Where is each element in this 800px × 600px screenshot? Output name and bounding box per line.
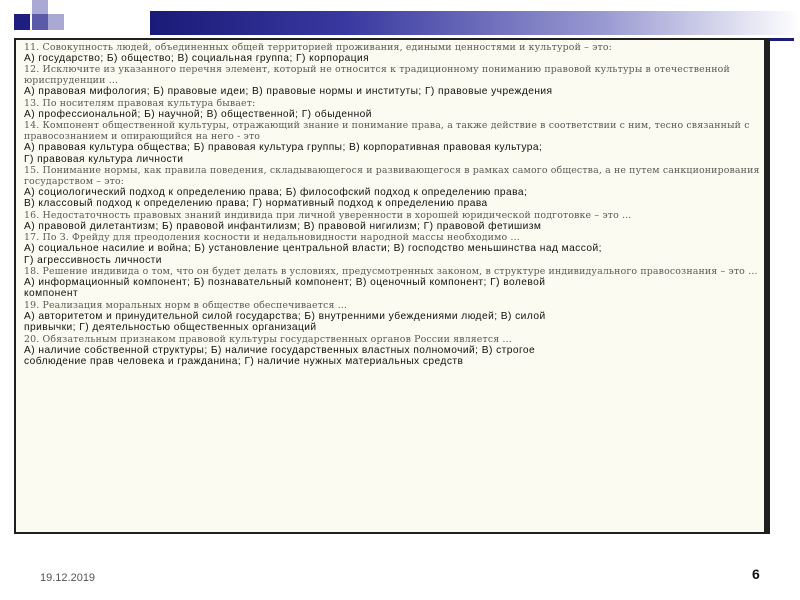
question-text: 20. Обязательным признаком правовой культуры государственных органов России является … bbox=[24, 333, 512, 345]
answer-options: А) социологический подход к определению права; Б) философский подход к определению права; bbox=[24, 187, 528, 199]
question-list bbox=[24, 42, 760, 368]
answer-options: А) профессиональной; Б) научной; В) общественной; Г) обыденной bbox=[24, 108, 372, 120]
answer-options: А) социальное насилие и война; Б) установление центральной власти; В) господство меньшинства над массой; bbox=[24, 243, 602, 255]
answer-options: компонент bbox=[24, 288, 79, 300]
question-text: 12. Исключите из указанного перечня элемент, который не относится к традиционному пониманию правовой культуры в отечественной юриспруденции … bbox=[24, 64, 730, 87]
question-block bbox=[24, 165, 760, 210]
question-block bbox=[24, 120, 760, 165]
question-block bbox=[24, 210, 760, 232]
answer-options: А) правовой дилетантизм; Б) правовой инфантилизм; В) правовой нигилизм; Г) правовой фетишизм bbox=[24, 220, 542, 232]
questions-panel bbox=[14, 38, 770, 534]
answer-options: Г) правовая культура личности bbox=[24, 153, 184, 165]
question-block bbox=[24, 64, 760, 97]
answer-options: А) информационный компонент; Б) познавательный компонент; В) оценочный компонент; Г) волевой bbox=[24, 277, 546, 289]
question-text: 13. По носителям правовая культура бывает: bbox=[24, 97, 256, 109]
question-text: 11. Совокупность людей, объединенных общей территорией проживания, едиными ценностями и культурой – это: bbox=[24, 42, 612, 53]
answer-options: В) классовый подход к определению права; Г) нормативный подход к определению права bbox=[24, 198, 488, 210]
answer-options: А) наличие собственной структуры; Б) наличие государственных властных полномочий; В) строгое bbox=[24, 344, 536, 356]
answer-options: А) государство; Б) общество; В) социальная группа; Г) корпорация bbox=[24, 53, 370, 64]
answer-options: А) авторитетом и принудительной силой государства; Б) внутренними убеждениями людей; В) силой bbox=[24, 310, 546, 322]
decor-square bbox=[14, 14, 30, 30]
question-text: 15. Понимание нормы, как правила поведения, складывающегося и развивающегося в рамках самого общества, а не путем санкционирования государством – это: bbox=[24, 165, 760, 188]
decor-square bbox=[48, 14, 64, 30]
question-block bbox=[24, 266, 760, 300]
question-block bbox=[24, 98, 760, 120]
answer-options: А) правовая мифология; Б) правовые идеи; В) правовые нормы и институты; Г) правовые учреждения bbox=[24, 86, 553, 98]
answer-options: А) правовая культура общества; Б) правовая культура группы; В) корпоративная правовая культура; bbox=[24, 142, 543, 154]
answer-options: Г) агрессивность личности bbox=[24, 254, 162, 266]
decor-square bbox=[32, 14, 48, 30]
question-block bbox=[24, 334, 760, 368]
answer-options: соблюдение прав человека и гражданина; Г) наличие нужных материальных средств bbox=[24, 356, 464, 368]
question-text: 18. Решение индивида о том, что он будет делать в условиях, предусмотренных законом, в структуре индивидуального правосознания – это … bbox=[24, 266, 758, 278]
question-text: 19. Реализация моральных норм в обществе обеспечивается … bbox=[24, 299, 348, 311]
header-gradient-bar bbox=[150, 11, 800, 35]
question-block bbox=[24, 300, 760, 334]
question-text: 16. Недостаточность правовых знаний индивида при личной уверенности в хорошей юридической подготовке – это … bbox=[24, 209, 632, 221]
slide-page-number: 6 bbox=[752, 566, 760, 582]
question-text: 14. Компонент общественной культуры, отражающий знание и понимание права, а также действие в соответствии с ним, тесно связанный с правосознанием и опирающийся на него - это bbox=[24, 120, 750, 143]
question-block bbox=[24, 232, 760, 266]
slide-date: 19.12.2019 bbox=[40, 572, 96, 584]
question-text: 17. По З. Фрейду для преодоления косности и недальновидности народной массы необходимо … bbox=[24, 232, 520, 244]
question-block bbox=[24, 42, 760, 64]
answer-options: привычки; Г) деятельностью общественных организаций bbox=[24, 322, 317, 334]
